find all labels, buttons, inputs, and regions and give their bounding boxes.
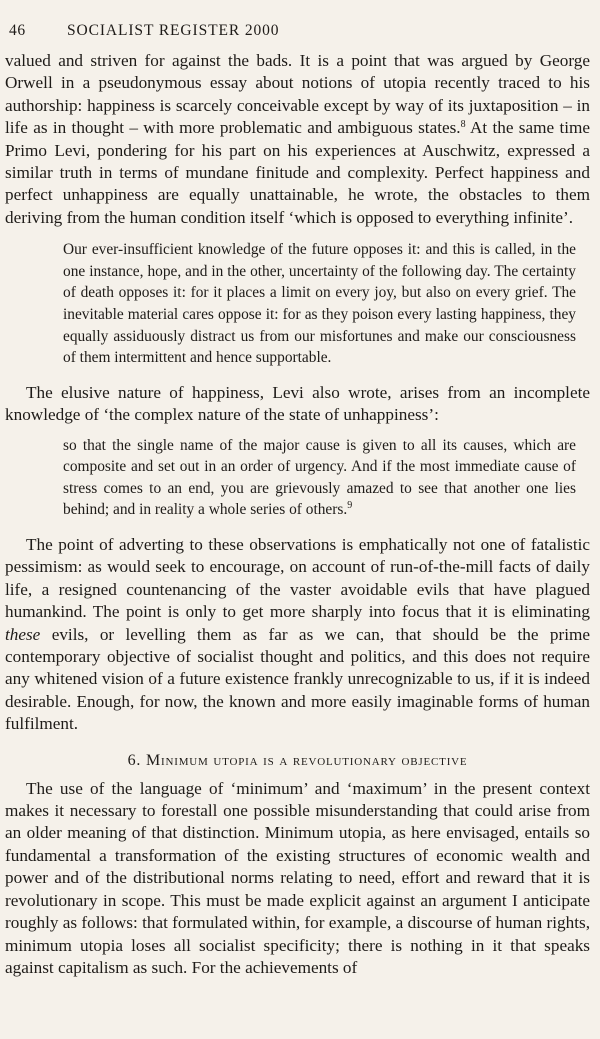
paragraph-3-emphasis: these (5, 624, 41, 644)
paragraph-1-text: valued and striven for against the bads. It is a point that was argued by George Orwell in a pseudonymous essay about notions of utopia recently traced to his authorship: happiness is scarcely conceivable except by way of its juxtaposition – in life as in thought – with more problematic and ambiguous states. (5, 51, 590, 138)
block-quote-2-paragraph (63, 435, 576, 521)
body-text (5, 50, 590, 979)
running-title: SOCIALIST REGISTER 2000 (67, 22, 280, 39)
section-heading (5, 752, 590, 770)
section-title: Minimum utopia is a revolutionary objective (146, 751, 468, 769)
paragraph-3 (5, 534, 590, 736)
running-head (5, 22, 590, 40)
footnote-ref-9[interactable]: 9 (347, 500, 353, 512)
paragraph-1 (5, 50, 590, 229)
section-number: 6. (127, 751, 142, 769)
block-quote-1 (63, 239, 590, 369)
page-number: 46 (9, 22, 26, 39)
paragraph-4: The use of the language of ‘minimum’ and ‘maximum’ in the present context makes it necessary to forestall one possible misunderstanding that could arise from an older meaning of that distinction. Minimum utopia, as here envisaged, entails so fundamental a transformation of the existing structures of economic wealth and power and of the distributional norms relating to need, effort and reward that it is revolutionary in scope. This must be made explicit against an argument I anticipate roughly as follows: that formulated within, for example, a discourse of human rights, minimum utopia loses all socialist specificity; there is nothing in it that speaks against capitalism as such. For the achievements of (5, 778, 590, 977)
paragraph-3-text: The point of adverting to these observations is emphatically not one of fatalistic pessimism: as would seek to encourage, on account of run-of-the-mill facts of daily life, a resigned countenancing of the vaster avoidable evils that have plagued humankind. The point is only to get more sharply into focus that it is eliminating (5, 535, 590, 622)
paragraph-1-continued: At the same time Primo Levi, pondering for his part on his experiences at Auschwitz, expressed a similar truth in terms of mundane finitude and complexity. Perfect happiness and perfect unhappiness are equally unattainable, he wrote, the obstacles to them deriving from the human condition itself ‘which is opposed to everything infinite’. (5, 118, 590, 227)
block-quote-1-text: Our ever-insufficient knowledge of the future opposes it: and this is called, in the one instance, hope, and in the other, uncertainty of the following day. The certainty of death opposes it: for it places a limit on every joy, but also on every grief. The inevitable material cares oppose it: for as they poison every lasting happiness, they equally assiduously distract us from our misfortunes and make our consciousness of them intermittent and hence supportable. (63, 241, 576, 367)
footnote-ref-8[interactable]: 8 (460, 119, 466, 131)
paragraph-3-continued: evils, or levelling them as far as we can, that should be the prime contemporary objective of socialist thought and politics, and this does not require any whitened vision of a future existence frankly unrecognizable to us, if it is indeed desirable. Enough, for now, the known and more easily imaginable forms of human fulfilment. (5, 624, 590, 734)
block-quote-2 (63, 435, 590, 521)
paragraph-2: The elusive nature of happiness, Levi also wrote, arises from an incomplete knowledge of ‘the complex nature of the state of unhappiness’: (5, 382, 590, 425)
block-quote-2-text: so that the single name of the major cause is given to all its causes, which are composite and set out in an order of urgency. And if the most immediate cause of stress comes to an end, you are grievously amazed to see that another one lies behind; and in reality a whole series of others. (63, 436, 576, 519)
